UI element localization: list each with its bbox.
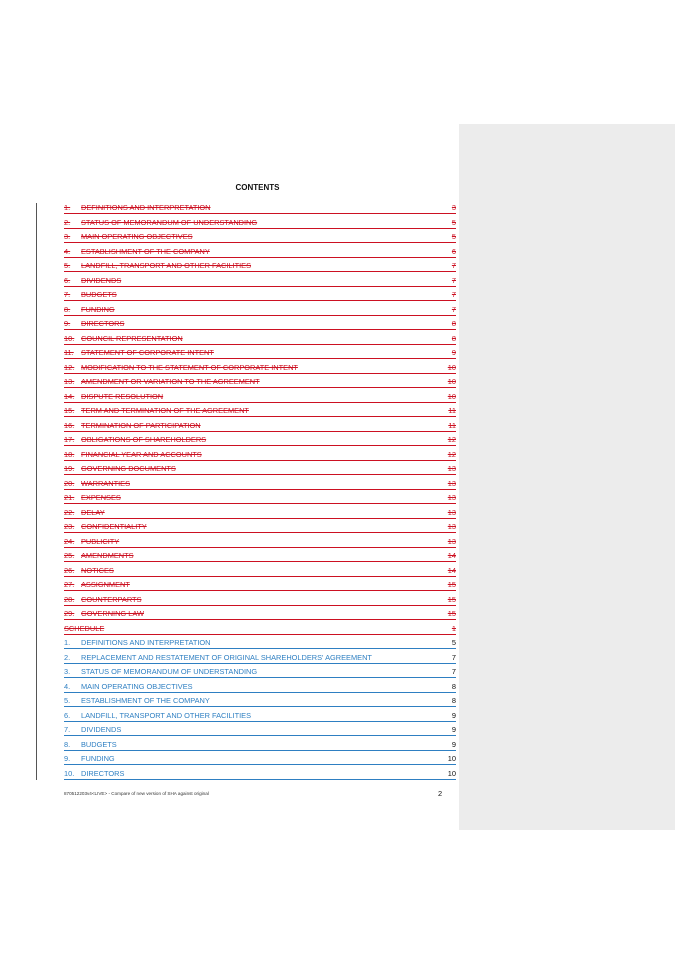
toc-number: 9. bbox=[64, 319, 71, 328]
toc-number: 20. bbox=[64, 478, 75, 488]
toc-row-inserted[interactable] bbox=[64, 665, 456, 680]
toc-page: 14 bbox=[447, 551, 456, 560]
toc-row-inserted[interactable] bbox=[64, 651, 456, 666]
toc-number: 5. bbox=[64, 261, 71, 270]
toc-number: 27. bbox=[64, 580, 75, 589]
toc-title: COUNCIL REPRESENTATION bbox=[81, 333, 183, 343]
toc-row-inserted[interactable] bbox=[64, 709, 456, 724]
toc-row-deleted[interactable] bbox=[64, 549, 456, 564]
toc-row-deleted[interactable] bbox=[64, 201, 456, 216]
toc-row-deleted[interactable] bbox=[64, 419, 456, 434]
toc-page: 15 bbox=[447, 580, 456, 589]
toc-page: 13 bbox=[447, 493, 456, 502]
dot-leader bbox=[64, 445, 456, 446]
toc-page: 7 bbox=[451, 652, 456, 662]
toc-title: ASSIGNMENT bbox=[81, 580, 130, 589]
toc-page: 9 bbox=[451, 348, 456, 357]
toc-page: 9 bbox=[451, 725, 456, 734]
toc-number: 16. bbox=[64, 420, 75, 430]
dot-leader bbox=[64, 518, 456, 519]
dot-leader bbox=[64, 358, 456, 359]
dot-leader bbox=[64, 634, 456, 635]
toc-number: 4. bbox=[64, 246, 71, 256]
toc-number: 29. bbox=[64, 609, 75, 618]
toc-row-inserted[interactable] bbox=[64, 723, 456, 738]
toc-title: LANDFILL, TRANSPORT AND OTHER FACILITIES bbox=[81, 261, 252, 270]
toc-title: MAIN OPERATING OBJECTIVES bbox=[81, 681, 193, 691]
toc-page: 9 bbox=[451, 710, 456, 720]
toc-row-deleted[interactable] bbox=[64, 593, 456, 608]
toc-row-deleted[interactable] bbox=[64, 375, 456, 390]
dot-leader bbox=[64, 735, 456, 736]
toc-row-deleted[interactable] bbox=[64, 506, 456, 521]
dot-leader bbox=[64, 619, 456, 620]
toc-number: 14. bbox=[64, 391, 75, 401]
toc-number: 2. bbox=[64, 652, 71, 662]
toc-page: 5 bbox=[451, 232, 456, 241]
toc-page: 13 bbox=[447, 478, 456, 488]
toc-page: 13 bbox=[447, 522, 456, 531]
toc-page: 12 bbox=[447, 435, 456, 444]
toc-title: DIVIDENDS bbox=[81, 275, 122, 285]
dot-leader bbox=[64, 489, 456, 490]
toc-page: 10 bbox=[447, 754, 456, 763]
toc-number: 21. bbox=[64, 493, 75, 502]
toc-page: 7 bbox=[451, 275, 456, 285]
toc-number: 7. bbox=[64, 725, 71, 734]
toc-title: FUNDING bbox=[81, 754, 115, 763]
toc-page: 12 bbox=[447, 449, 456, 459]
toc-number: 4. bbox=[64, 681, 71, 691]
toc-number: 13. bbox=[64, 377, 75, 386]
toc-title: WARRANTIES bbox=[81, 478, 130, 488]
toc-page: 8 bbox=[451, 333, 456, 343]
toc-number: 19. bbox=[64, 464, 75, 473]
toc-title: MAIN OPERATING OBJECTIVES bbox=[81, 232, 193, 241]
toc-row-deleted[interactable] bbox=[64, 404, 456, 419]
dot-leader bbox=[64, 242, 456, 243]
dot-leader bbox=[64, 416, 456, 417]
dot-leader bbox=[64, 677, 456, 678]
toc-number: 12. bbox=[64, 362, 75, 372]
dot-leader bbox=[64, 605, 456, 606]
dot-leader bbox=[64, 460, 456, 461]
toc-row-deleted[interactable] bbox=[64, 433, 456, 448]
toc-page: 11 bbox=[448, 420, 456, 430]
toc-row-inserted[interactable] bbox=[64, 680, 456, 695]
toc-row-deleted[interactable] bbox=[64, 491, 456, 506]
toc-page: 1 bbox=[451, 623, 456, 633]
toc-number: 28. bbox=[64, 594, 75, 604]
toc-title: FUNDING bbox=[81, 304, 115, 314]
toc-page: 8 bbox=[451, 681, 456, 691]
dot-leader bbox=[64, 257, 456, 258]
toc-page: 6 bbox=[451, 246, 456, 256]
dot-leader bbox=[64, 344, 456, 345]
toc-row-deleted[interactable] bbox=[64, 578, 456, 593]
dot-leader bbox=[64, 213, 456, 214]
toc-row-deleted[interactable] bbox=[64, 259, 456, 274]
toc-row-deleted[interactable] bbox=[64, 288, 456, 303]
toc-title: BUDGETS bbox=[81, 739, 117, 749]
toc-title: ESTABLISHMENT OF THE COMPANY bbox=[81, 246, 210, 256]
toc-number: 5. bbox=[64, 696, 71, 705]
toc-row-deleted[interactable] bbox=[64, 216, 456, 231]
toc-title: SCHEDULE bbox=[64, 623, 105, 633]
toc-title: DEFINITIONS AND INTERPRETATION bbox=[81, 203, 211, 212]
toc-number: 7. bbox=[64, 290, 71, 299]
dot-leader bbox=[64, 663, 456, 664]
toc-page: 13 bbox=[447, 464, 456, 473]
toc-title: DELAY bbox=[81, 507, 105, 517]
page-number: 2 bbox=[438, 789, 443, 798]
toc-page: 15 bbox=[447, 609, 456, 618]
dot-leader bbox=[64, 300, 456, 301]
dot-leader bbox=[64, 387, 456, 388]
dot-leader bbox=[64, 474, 456, 475]
toc-title: FINANCIAL YEAR AND ACCOUNTS bbox=[81, 449, 202, 459]
toc-page: 8 bbox=[451, 696, 456, 705]
toc-title: TERM AND TERMINATION OF THE AGREEMENT bbox=[81, 406, 249, 415]
toc-row-deleted[interactable] bbox=[64, 332, 456, 347]
toc-row-deleted[interactable] bbox=[64, 230, 456, 245]
toc-number: 1. bbox=[64, 638, 71, 647]
toc-row-deleted[interactable] bbox=[64, 477, 456, 492]
toc-number: 10. bbox=[64, 768, 75, 778]
toc-number: 8. bbox=[64, 304, 71, 314]
toc-page: 10 bbox=[447, 391, 456, 401]
toc-row-deleted[interactable] bbox=[64, 274, 456, 289]
toc-title: COUNTERPARTS bbox=[81, 594, 142, 604]
toc-row-inserted[interactable] bbox=[64, 636, 456, 651]
toc-page: 3 bbox=[451, 203, 456, 212]
dot-leader bbox=[64, 431, 456, 432]
toc-row-deleted[interactable] bbox=[64, 462, 456, 477]
dot-leader bbox=[64, 561, 456, 562]
toc-page: 10 bbox=[447, 362, 456, 372]
dot-leader bbox=[64, 532, 456, 533]
toc-title: OBLIGATIONS OF SHAREHOLDERS bbox=[81, 435, 207, 444]
dot-leader bbox=[64, 779, 456, 780]
dot-leader bbox=[64, 692, 456, 693]
toc-page: 13 bbox=[447, 536, 456, 546]
toc-number: 23. bbox=[64, 522, 75, 531]
toc-title: BUDGETS bbox=[81, 290, 117, 299]
toc-row-deleted[interactable] bbox=[64, 520, 456, 535]
toc-row-deleted[interactable] bbox=[64, 317, 456, 332]
toc-title: ESTABLISHMENT OF THE COMPANY bbox=[81, 696, 210, 705]
toc-page: 7 bbox=[451, 290, 456, 299]
toc-number: 2. bbox=[64, 217, 71, 227]
table-of-contents bbox=[64, 201, 456, 781]
toc-number: 22. bbox=[64, 507, 75, 517]
toc-title: MODIFICATION TO THE STATEMENT OF CORPORATE INTENT bbox=[81, 362, 298, 372]
toc-title: DIRECTORS bbox=[81, 768, 125, 778]
dot-leader bbox=[64, 764, 456, 765]
toc-number: 3. bbox=[64, 232, 71, 241]
dot-leader bbox=[64, 706, 456, 707]
toc-number: 17. bbox=[64, 435, 75, 444]
toc-title: DISPUTE RESOLUTION bbox=[81, 391, 164, 401]
toc-title: LANDFILL, TRANSPORT AND OTHER FACILITIES bbox=[81, 710, 252, 720]
toc-row-schedule[interactable] bbox=[64, 622, 456, 637]
toc-page: 15 bbox=[447, 594, 456, 604]
toc-number: 15. bbox=[64, 406, 75, 415]
dot-leader bbox=[64, 503, 456, 504]
toc-page: 7 bbox=[451, 304, 456, 314]
toc-number: 6. bbox=[64, 275, 71, 285]
toc-page: 5 bbox=[451, 638, 456, 647]
toc-title: PUBLICITY bbox=[81, 536, 120, 546]
toc-number: 24. bbox=[64, 536, 75, 546]
comment-pane bbox=[459, 124, 675, 830]
toc-title: DIRECTORS bbox=[81, 319, 125, 328]
dot-leader bbox=[64, 286, 456, 287]
contents-title: CONTENTS bbox=[235, 183, 280, 192]
toc-row-inserted[interactable] bbox=[64, 752, 456, 767]
toc-title: AMENDMENT OR VARIATION TO THE AGREEMENT bbox=[81, 377, 260, 386]
toc-title: TERMINATION OF PARTICIPATION bbox=[81, 420, 201, 430]
toc-number: 9. bbox=[64, 754, 71, 763]
footer-document-id: 870512203v4<LIVE> - Compare of new version of SHA against original bbox=[64, 791, 209, 796]
dot-leader bbox=[64, 750, 456, 751]
toc-row-deleted[interactable] bbox=[64, 390, 456, 405]
toc-page: 7 bbox=[451, 261, 456, 270]
toc-number: 25. bbox=[64, 551, 75, 560]
toc-number: 8. bbox=[64, 739, 71, 749]
toc-row-deleted[interactable] bbox=[64, 346, 456, 361]
toc-title: DEFINITIONS AND INTERPRETATION bbox=[81, 638, 211, 647]
toc-title: DIVIDENDS bbox=[81, 725, 122, 734]
toc-row-deleted[interactable] bbox=[64, 245, 456, 260]
toc-title: EXPENSES bbox=[81, 493, 121, 502]
toc-title: GOVERNING DOCUMENTS bbox=[81, 464, 176, 473]
toc-row-deleted[interactable] bbox=[64, 361, 456, 376]
dot-leader bbox=[64, 402, 456, 403]
toc-number: 3. bbox=[64, 667, 71, 676]
toc-page: 5 bbox=[451, 217, 456, 227]
toc-row-deleted[interactable] bbox=[64, 564, 456, 579]
dot-leader bbox=[64, 315, 456, 316]
dot-leader bbox=[64, 590, 456, 591]
toc-number: 26. bbox=[64, 565, 75, 575]
change-bar bbox=[36, 203, 37, 780]
toc-page: 8 bbox=[451, 319, 456, 328]
toc-title: REPLACEMENT AND RESTATEMENT OF ORIGINAL SHAREHOLDERS' AGREEMENT bbox=[81, 652, 372, 662]
toc-row-deleted[interactable] bbox=[64, 535, 456, 550]
toc-row-inserted[interactable] bbox=[64, 767, 456, 782]
toc-title: STATUS OF MEMORANDUM OF UNDERSTANDING bbox=[81, 667, 258, 676]
toc-page: 10 bbox=[447, 377, 456, 386]
toc-page: 7 bbox=[451, 667, 456, 676]
toc-title: CONFIDENTIALITY bbox=[81, 522, 147, 531]
toc-number: 11. bbox=[64, 348, 74, 357]
toc-page: 14 bbox=[447, 565, 456, 575]
dot-leader bbox=[64, 648, 456, 649]
toc-title: GOVERNING LAW bbox=[81, 609, 144, 618]
toc-page: 10 bbox=[447, 768, 456, 778]
dot-leader bbox=[64, 576, 456, 577]
dot-leader bbox=[64, 547, 456, 548]
toc-number: 10. bbox=[64, 333, 75, 343]
toc-title: STATEMENT OF CORPORATE INTENT bbox=[81, 348, 214, 357]
toc-row-inserted[interactable] bbox=[64, 694, 456, 709]
toc-row-deleted[interactable] bbox=[64, 607, 456, 622]
toc-title: NOTICES bbox=[81, 565, 114, 575]
toc-number: 1. bbox=[64, 203, 71, 212]
toc-row-deleted[interactable] bbox=[64, 448, 456, 463]
dot-leader bbox=[64, 721, 456, 722]
toc-number: 18. bbox=[64, 449, 75, 459]
toc-row-inserted[interactable] bbox=[64, 738, 456, 753]
dot-leader bbox=[64, 228, 456, 229]
toc-page: 11 bbox=[448, 406, 456, 415]
toc-number: 6. bbox=[64, 710, 71, 720]
toc-title: STATUS OF MEMORANDUM OF UNDERSTANDING bbox=[81, 217, 258, 227]
toc-row-deleted[interactable] bbox=[64, 303, 456, 318]
dot-leader bbox=[64, 271, 456, 272]
toc-title: AMENDMENTS bbox=[81, 551, 134, 560]
toc-page: 13 bbox=[447, 507, 456, 517]
toc-page: 9 bbox=[451, 739, 456, 749]
dot-leader bbox=[64, 329, 456, 330]
dot-leader bbox=[64, 373, 456, 374]
